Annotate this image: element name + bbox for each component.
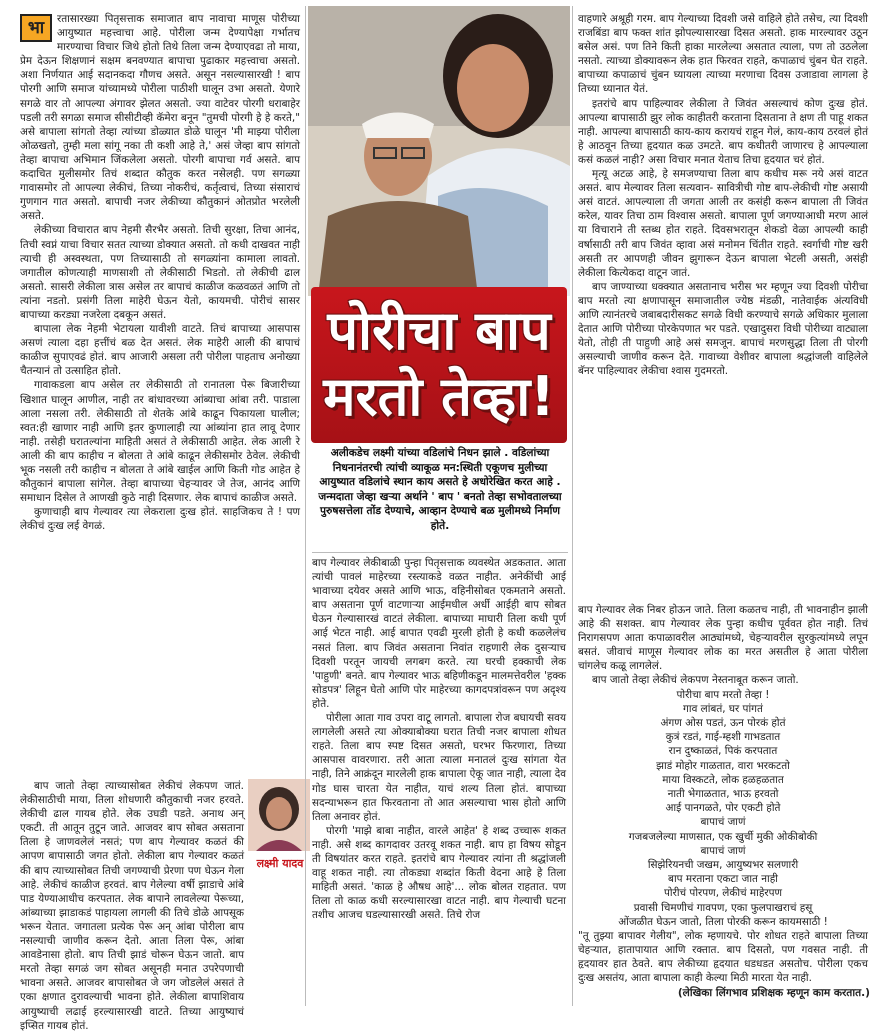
article-column-3-continued bbox=[578, 603, 868, 1003]
poem-line: गाव लांबतं, घर पांगतं bbox=[683, 702, 763, 715]
poem-line: पोरीचा बाप मरतो तेव्हा ! bbox=[676, 688, 770, 701]
author-footnote: (लेखिका लिंगभाव प्रशिक्षक म्हणून काम करतात.) bbox=[677, 987, 870, 999]
poem-line: प्रवासी चिमणीचं गावपण, एका फुलपाखराचं हसू bbox=[633, 901, 813, 914]
poem-line: बापाचं जाणं bbox=[700, 816, 746, 829]
headline-line-1: पोरीचा बाप bbox=[327, 299, 551, 362]
paragraph: बाप जातो तेव्हा लेकीचं लेकपण नेस्तनाबूत करून जातो. bbox=[592, 674, 799, 687]
poem-line: आई पानगळते, पोर एकटी होते bbox=[665, 802, 781, 815]
headline-block bbox=[311, 287, 567, 443]
paragraph: बाप जातो तेव्हा त्याच्यासोबत लेकीचं लेकपण जातं. लेकीसाठीची माया, तिला शोधणारी कौतुकाची नजर हरवते. लेकीची ढाल गायब होते. लेक उघडी पडते. अनाथ अन् एकटी. ती आतून तुटून जाते. आजवर बाप सोबत असताना तिला हे जाणवलेलं नसतं; पण बाप गेल्यावर कळतं की आपण बापासाठी जगत होतो. लेकीला बाप गेल्यावर कळतं की बाप त्याच्यासोबत तिची जगण्याची प्रेरणा पण घेऊन गेला आहे. लेकीचं काळीज हरवतं. बाप गेलेल्या वर्षी झाडाचे आंबे पाड येण्याआधीच करपतात. लेक बापाने लावलेल्या पेरूच्या, आंब्याच्या झाडाकडं पाहायला लागली की तिचे डोळे आपसूक भरून येतात. जगातला प्रत्येक पेरू अन् आंबा पोरीला बाप नसल्याची जाणीव करून देतो. आता तिला पेरू, आंबा आवडेनासा होतो. बाप तिची झाडं चोरून घेऊन जातो. बाप मरतो तेव्हा सगळं जग सोबत असूनही मनात उपरेपणाची भावना असते. आजवर बापासोबत जे जग जोडलेलं असतं ते एका क्षणात दुरावल्याची भावना होते. लेकीला बापाशिवाय आयुष्याची लढाई हरल्यासारखी वाटते. तिच्या आयुष्याचं इप्सित गायब होतं. bbox=[20, 780, 244, 1032]
paragraph: बाप जाण्याच्या धक्क्यात असतानाच भरीस भर म्हणून ज्या दिवशी पोरीचा बाप मरतो त्या क्षणापासून समाजातील ज्येष्ठ मंडळी, नातेवाईक अंत्यविधी आणि त्यानंतरचे जबाबदारीसकट सगळे विधी करण्याचे सगळे अधिकार मुलाला देतात आणि पोरीच्या पोरकेपणात भर पडते. एखादुसरा विधी पोरीच्या वाट्याला येतो, तोही ती पाहुणी आहे असं समजून. बापाचं मरणसुद्धा तिला ती पोरगी असल्याची जाणीव करून देते. गावाच्या वेशीवर बापाला श्रद्धांजली वाहिलेले बॅनर पाहिल्यावर लेकीचा श्वास गुदमरतो. bbox=[578, 280, 868, 378]
paragraph: पोरगी 'माझे बाबा नाहीत, वारले आहेत' हे शब्द उच्चारू शकत नाही. असे शब्द कागदावर उतरवू शकत नाही. बाप हा विषय सोडून ती विषयांतर करत राहते. इतरांचे बाप गेल्यावर त्यांना ती श्रद्धांजली वाहू शकत नाही. त्या तोकड्या शब्दांत किती वेदना आहे हे तिला माहिती असतं. 'काळ हे औषध आहे'... लोक बोलत राहतात. पण तिला तो काळ कधी सरल्यासारखा वाटत नाही. बाप गेल्याची घटना तशीच आजच घडल्यासारखी असते. तिचे रोज bbox=[312, 824, 566, 922]
article-column-3 bbox=[578, 12, 868, 600]
paragraph: बाप गेल्यावर लेक निबर होऊन जाते. तिला कळतच नाही, ती भावनाहीन झाली आहे की सशक्त. बाप गेल्यावर लेक पुन्हा कधीच पूर्ववत होत नाही. तिचं निरागसपण आता कपाळावरील आठ्यांमध्ये, चेहऱ्यावरील सुरकुत्यांमध्ये लपून बसतं. जीवाचं माणूस गेल्यावर लोक का मरत असतील हे आता पोरीला चांगलेच कळू लागलेलं. bbox=[578, 604, 868, 673]
paragraph: लेकीच्या विचारात बाप नेहमी सैरभैर असतो. तिची सुरक्षा, तिचा आनंद, तिची स्वप्नं याचा विचार सतत त्याच्या डोक्यात असतो. तो कधी दाखवत नाही त्याची ही अस्वस्थता, पण तिच्यासाठी तो सगळ्यांना कामाला लावतो. जगातील कोणत्याही माणसाशी तो लेकीसाठी भिडतो. तो लेकीची ढाल असतो. सासरी लेकीला त्रास असेल तर बापाचं काळीज कळवळतं आणि तो त्यांना नडतो. प्रसंगी तिला माहेरी घेऊन येतो, कायमची. पोरीचं सासर बापाच्या करड्या नजरेला दबकून असतं. bbox=[20, 224, 300, 321]
paragraph: "तू तुझ्या बापावर गेलीय", लोक म्हणायचे. पोर शोधत राहते बापाला तिच्या चेहऱ्यात, हातापायात आणि रक्तात. बाप दिसतो, पण गवसत नाही. ती हृदयावर हात ठेवते. बाप लेकीच्या हृदयात धडधडत असतोच. पोरीला एकच दुःख असतंय, आता बापाला काही केल्या मिठी मारता येत नाही. bbox=[578, 930, 868, 985]
paragraph: बाप गेल्यावर लेकीबाळी पुन्हा पितृसत्ताक व्यवस्थेत अडकतात. आता त्यांची पावलं माहेरच्या रस्त्याकडे वळत नाहीत. अनेकींची आई भावाच्या दयेवर असते आणि भाऊ, वहिनीसोबत एकमताने असतो. बाप असताना पूर्ण वाटणाऱ्या आईमधील अर्धी आईही बाप सोबत घेऊन गेल्यासारखं वाटतं लेकीला. बापाच्या माघारी तिला कधी पूर्ण आई भेटत नाही. आई बापात एवढी मुरली होती हे कधी कळलेलंच नसतं तिला. बाप जिवंत असताना निवांत राहणारी लेक दुसऱ्याच दिवशी परतून जायची लगबग करते. त्या घरची हक्काची लेक 'पाहुणी' बनते. बाप गेल्यावर भाऊ बहिणीकडून मालमत्तेवरील 'हक्क सोडपत्र' लिहून घेतो आणि पोर माहेरच्या कागदपत्रांवरून पण अदृश्य होते. bbox=[312, 557, 566, 710]
poem-line: झाडं मोहोर गाळतात, वारा भरकटतो bbox=[656, 759, 790, 772]
poem-line: बापाचं जाणं bbox=[700, 844, 746, 857]
father-daughter-photo bbox=[308, 6, 570, 296]
poem-line: माया विस्कटते, लोक हळहळतात bbox=[662, 773, 784, 786]
drop-cap: भा bbox=[20, 14, 52, 42]
poem-line: कुत्रं रडतं, गाई-म्हशी गाभडतात bbox=[665, 731, 781, 744]
poem bbox=[578, 688, 868, 929]
poem-line: ओंजळीत घेऊन जातो, तिला पोरकी करून कायमसाठी ! bbox=[618, 915, 828, 928]
paragraph: गावाकडला बाप असेल तर लेकीसाठी तो रानातला पेरू बिजारीच्या खिशात घालून आणील, नाही तर बांधावरच्या आंब्याचा आंबा तरी. पाडाला आला नसला तरी. लेकीसाठी तो शेतके आंबे काढून पिकायला घालील; स्वत:ही खाणार नाही आणि इतर कुणालाही त्या आंब्यांना हात लावू देणार नाही. तसेही घरातल्यांना माहिती असतं ते लेकीसाठी आहेत. लेक आली रे आली की बाप काहीच न बोलता ते आंबे काढून लेकीसमोर ठेवेल. लेकीची भूक नसली तरी काहीच न बोलता ते आंबे खाईल आणि किती गोड आहेत हे कौतुकानं बापाला सांगेल. तेव्हा बापाच्या चेहऱ्यावर जे तेज, आनंद आणि समाधान दिसेल ते आणखी कुठे नाही दिसणार. लेक बापाचं काळीज असते. bbox=[20, 379, 300, 505]
poem-line: रान दुष्काळतं, पिकं करपतात bbox=[668, 745, 778, 758]
paragraph: कुणाचाही बाप गेल्यावर त्या लेकराला दुःख होतं. साहजिकच ते ! पण लेकीचं दुःख लई वेगळं. bbox=[20, 506, 300, 533]
poem-line: अंगण ओस पडतं, ऊन पोरकं होतं bbox=[660, 716, 786, 729]
paragraph: भा रतासारख्या पितृसत्ताक समाजात बाप नावाचा माणूस पोरीच्या आयुष्यात महत्त्वाचा आहे. पोरीला जन्म देण्यापेक्षा गर्भातच मारण्याचा विचार जिथे होतो तिथे तिला जन्म देण्याएवढा तो माया, प्रेम देऊन शिक्षणानं सक्षम बनवण्यात बापाचा पुढाकार महत्त्वाचा असतो. अशा निर्णयात आई सदानकदा गौणच असते. असून नसल्यासारखी ! बाप पोरगी आणि समाज यांच्यामध्ये पोरीला पाठीशी घालून उभा असतो. येणारे सगळे वार तो आपल्या अंगावर झेलत असतो. ज्या वाटेवर पोरगी धराबाहेर पडली तरी सगळा समाज सीसीटीव्ही कॅमेरा बनून "तुमची पोरगी हे हे करते," असे बापाला सांगतो तेव्हा त्यांच्या डोळ्यात डोळे घालून 'मी माझ्या पोरीला ओळखतो, तुम्ही मला सांगू नका ती कशी आहे ते,' असं जेव्हा बाप सांगतो तेव्हा बापाचा अभिमान जिंकलेला असतो. पोरगी बापाचा गर्व असते. बाप कदाचित मुलीसमोर तिचं शब्दात कौतुक करत नसेलही. पण सगळ्या गावासमोर तो आपल्या लेकीचं, तिच्या नोकरीचं, कर्तृत्वाचं, तिच्या संसाराचं गुणगान गात असतो. बापाची नजर लेकीच्या कौतुकानं ओतप्रोत भरलेली असते. bbox=[20, 13, 300, 223]
author-photo bbox=[248, 779, 310, 851]
column-divider bbox=[572, 6, 573, 1006]
divider bbox=[312, 552, 568, 553]
intro-standfirst: अलीकडेच लक्ष्मी यांच्या वडिलांचे निधन झाले . वडिलांच्या निधनानंतरची त्यांची व्याकूळ मन:स्थिती एकूणच मुलीच्या आयुष्यात वडिलांचे स्थान काय असते हे अधोरेखित करत आहे . जन्मदाता जेव्हा खऱ्या अर्थाने ' बाप ' बनतो तेव्हा सभोवतालच्या पुरुषसत्तेला तोंड देण्याचे, आव्हान देण्याचे बळ मुलीमध्ये निर्माण होते. bbox=[318, 447, 562, 532]
poem-line: पोरीचं पोरपण, लेकीचं माहेरपण bbox=[664, 887, 782, 900]
article-column-1-continued bbox=[20, 779, 244, 1032]
paragraph: वाहणारे अश्रूही गरम. बाप गेल्याच्या दिवशी जसे वाहिले होते तसेच, त्या दिवशी राजबिंडा बाप फक्त शांत झोपल्यासारखा दिसत असतो. हाक मारल्यावर उठून बसेल असं. पण तिने किती हाका मारलेल्या असतात त्याला, पण तो उठलेला नसतो. त्याच्या डोक्यावरून लेक हात फिरवत राहते, कपाळाचं चुंबन घेत राहते. बापाच्या कपाळाचं चुंबन घ्यायला त्याच्या मरणाचा दिवस उजाडावा लागला हे तिच्या ध्यानात येतं. bbox=[578, 13, 868, 96]
headline-line-2: मरतो तेव्हा! bbox=[323, 365, 555, 428]
paragraph: मृत्यू अटळ आहे, हे समजण्याचा तिला बाप कधीच मरू नये असं वाटत असतं. बाप मेल्यावर तिला सत्यवान- सावित्रीची गोष्ट बाप-लेकीची गोष्ट असायी असं वाटतं. आपल्याला ती जगता आली तर कसंही करून बापाला ती जिवंत करेल, यावर तिचा ठाम विश्वास असतो. बापाला पूर्ण जगण्याआधी मरण आलं या विचाराने ती स्तब्ध होत राहते. दिवसभरातून शेकडो वेळा आपल्यी काही वर्षासाठी तरी बाप जिवंत व्हावा असं मनोमन चिंतीत राहते. स्वर्गाची गोष्ट खरी असती तर आपणही जीवन झुगारून देऊन बापाला भेटली असती, असंही लेकीला कित्येकदा वाटून जातं. bbox=[578, 168, 868, 279]
author-portrait bbox=[248, 779, 310, 851]
paragraph: इतरांचे बाप पाहिल्यावर लेकीला ते जिवंत असल्याचं कोण दुःख होतं. आपल्या बापासाठी झुर लोक काहीतरी करताना दिसताना ते क्षण ती पाहू शकत नाही. आपल्या बापासाठी काय-काय करायचं राहून गेलं, काय-काय ठरवलं होतं हे आठवून तिच्या हृदयात कळ उमटते. बाप कधीतरी जाणारच हे आपल्याला कसं कळलं नाही? असा विचार मनात येताच तिचा हृदयात चरं होतं. bbox=[578, 97, 868, 166]
article-column-2 bbox=[312, 556, 566, 1004]
poem-line: सिझेरियनची जखम, आयुष्यभर सलणारी bbox=[647, 859, 799, 871]
paragraph: बापाला लेक नेहमी भेटायला यावीशी वाटते. तिचं बापाच्या आसपास असणं त्याला दहा हत्तींचं बळ देत असतं. लेक माहेरी आली की बापाचं काळीज सुपाएवढं होतं. बाप आजारी असला तरी पोरीला पाहताच अनोख्या चैतन्यानं तो उत्साहित होतो. bbox=[20, 323, 300, 378]
poem-line: गजबजलेल्या माणसात, एक खुर्ची मुकी ओकीबोकी bbox=[628, 830, 818, 843]
paragraph: पोरीला आता गाव उपरा वाटू लागतो. बापाला रोज बघायची सवय लागलेली असते त्या ओक्याबोक्या घरात तिची नजर बापाला शोधत राहते. तिला बाप स्पष्ट दिसत असतो, घरभर फिरणारा, तिच्या आसपास वावरणारा. तरी आता त्याला मनातलं दुःख सांगता येत नाही, तिने आक्रंदून मारलेली हाक बापाला ऐकू जात नाही, त्याला देव गोड घास चारता येत नाहीत, याचं शल्य तिला होतं. बापाच्या सदन्याभरून हात फिरवताना तो आत असल्याचा भास होतो आणि तिला अनावर होतं. bbox=[312, 712, 566, 823]
poem-line: नाती भेगाळतात, भाऊ हरवतो bbox=[667, 787, 779, 800]
photo-illustration bbox=[308, 6, 570, 296]
poem-line: बाप मरताना एकटा जात नाही bbox=[668, 873, 778, 886]
author-byline: लक्ष्मी यादव bbox=[256, 857, 304, 870]
column-divider bbox=[305, 6, 306, 1006]
